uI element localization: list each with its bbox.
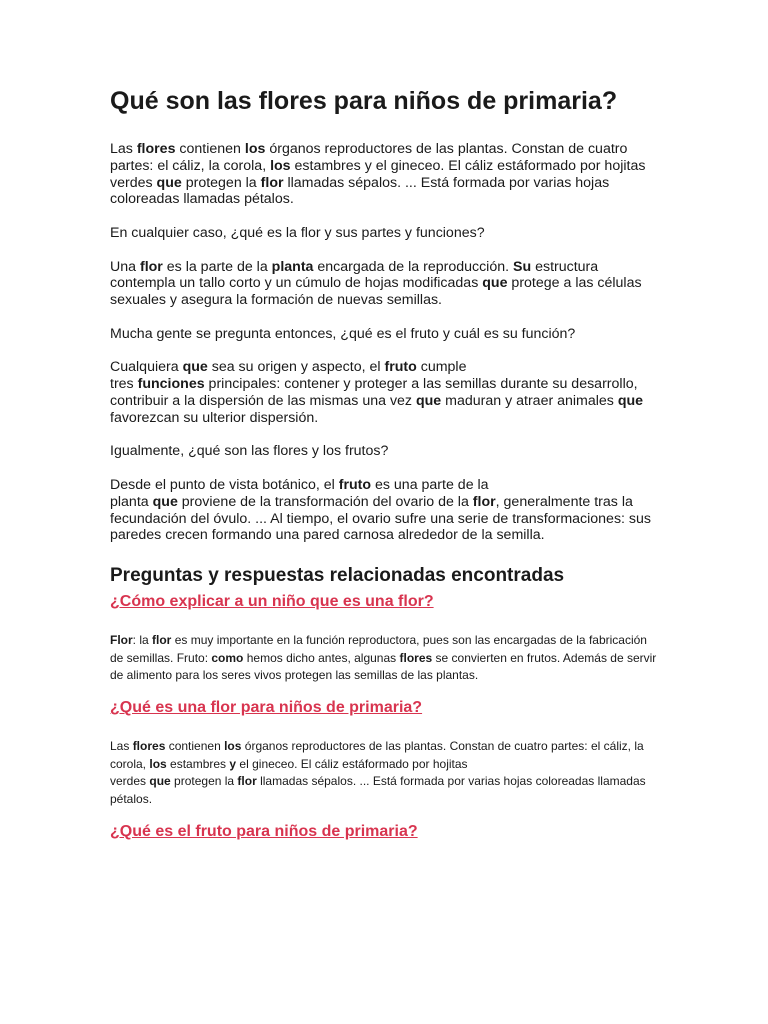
- related-answer-2: [110, 738, 658, 808]
- text-run: es la parte de la: [162, 258, 272, 275]
- text-run: sea su origen y aspecto, el: [207, 359, 385, 376]
- paragraph-fruit-functions: [110, 359, 658, 426]
- bold-keyword: flores: [132, 739, 166, 754]
- text-run: Igualmente, ¿qué son las flores y los frutos?: [110, 443, 389, 460]
- paragraph-flowers-fruits-question: [110, 443, 658, 460]
- bold-keyword: que: [482, 275, 508, 292]
- bold-keyword: y: [229, 756, 237, 771]
- bold-keyword: flor: [139, 258, 163, 275]
- text-run: Las: [110, 739, 133, 754]
- bold-keyword: que: [617, 392, 644, 409]
- bold-keyword: los: [224, 739, 242, 754]
- bold-keyword: los: [270, 157, 291, 174]
- text-run: contienen: [175, 141, 245, 157]
- bold-keyword: los: [244, 141, 266, 157]
- text-run: protege a las células sexuales y asegura la formación de nuevas semillas.: [110, 275, 642, 309]
- text-run: principales: contener y proteger a las semillas durante su desarrollo, contribuir a la dispersión de las mismas una vez: [110, 376, 638, 409]
- text-run: Desde el punto de vista botánico, el: [110, 476, 339, 493]
- text-run: estambres: [166, 756, 230, 771]
- text-run: , generalmente tras la fecundación del óvulo. ... Al tiempo, el ovario sufre una serie de transformaciones: sus paredes crecen formando una pared carnosa alrededor de la semilla.: [110, 493, 651, 544]
- bold-keyword: que: [152, 493, 178, 510]
- paragraph-flowers-definition: [110, 141, 658, 208]
- text-run: Mucha gente se pregunta entonces, ¿qué es el fruto y cuál es su función?: [110, 325, 576, 342]
- text-run: estructura contempla un tallo corto y un cúmulo de hojas modificadas: [110, 258, 599, 292]
- text-run: maduran y atraer animales: [441, 392, 618, 409]
- bold-keyword: que: [415, 392, 442, 409]
- bold-keyword: que: [156, 174, 182, 191]
- bold-keyword: fruto: [338, 476, 372, 493]
- text-run: es una parte de la: [371, 476, 489, 493]
- related-question-link-3[interactable]: ¿Qué es el fruto para niños de primaria?: [110, 822, 418, 840]
- bold-keyword: funciones: [137, 376, 205, 393]
- bold-keyword: flor: [152, 633, 172, 648]
- bold-keyword: Flor: [110, 633, 133, 648]
- text-run: llamadas sépalos. ... Está formada por varias hojas coloreadas llamadas pétalos.: [110, 774, 646, 806]
- text-run: Las: [110, 141, 137, 157]
- bold-keyword: fruto: [384, 359, 417, 376]
- text-run: Una: [110, 258, 140, 275]
- bold-keyword: planta: [271, 258, 314, 275]
- paragraph-fruit-question: [110, 326, 658, 343]
- document-page: [110, 86, 658, 862]
- text-run: protegen la: [170, 774, 238, 789]
- text-run: órganos reproductores de las plantas. Constan de cuatro partes: el cáliz, la corola,: [110, 739, 644, 771]
- related-question-link-2[interactable]: ¿Qué es una flor para niños de primaria?: [110, 699, 423, 717]
- text-run: el gineceo. El cáliz estáformado por hojitas: [236, 756, 468, 771]
- text-run: encargada de la reproducción.: [313, 258, 513, 275]
- bold-keyword: flor: [260, 174, 284, 191]
- text-run: Cualquiera: [110, 359, 183, 376]
- bold-keyword: flor: [237, 774, 257, 789]
- text-run: contienen: [165, 739, 225, 754]
- bold-keyword: que: [149, 774, 171, 789]
- bold-keyword: Su: [513, 258, 532, 275]
- bold-keyword: flor: [472, 493, 496, 510]
- text-run: favorezcan su ulterior dispersión.: [110, 409, 319, 426]
- text-run: llamadas sépalos. ... Está formada por varias hojas coloreadas llamadas pétalos.: [110, 174, 610, 208]
- text-run: En cualquier caso, ¿qué es la flor y sus partes y funciones?: [110, 224, 485, 241]
- text-run: proviene de la transformación del ovario de la: [177, 493, 473, 510]
- text-run: estambres y el gineceo. El cáliz estáformado por hojitas verdes: [110, 157, 646, 191]
- paragraph-flower-function: [110, 259, 658, 309]
- bold-keyword: como: [211, 650, 244, 665]
- text-run: órganos reproductores de las plantas. Constan de cuatro partes: el cáliz, la corola,: [110, 141, 628, 174]
- paragraph-fruit-botanical: [110, 477, 658, 544]
- paragraph-flower-parts-question: [110, 225, 658, 242]
- text-run: cumple: [416, 359, 467, 376]
- text-run: tres: [110, 376, 138, 393]
- text-run: : la: [132, 633, 153, 648]
- text-run: protegen la: [181, 174, 261, 191]
- bold-keyword: flores: [136, 141, 176, 157]
- related-answer-1: [110, 632, 658, 684]
- text-run: planta: [110, 493, 153, 510]
- related-questions-heading: Preguntas y respuestas relacionadas encontradas: [110, 565, 565, 587]
- related-question-link-1[interactable]: ¿Cómo explicar a un niño que es una flor?: [110, 593, 434, 611]
- bold-keyword: flores: [399, 650, 433, 665]
- page-title: Qué son las flores para niños de primaria?: [110, 87, 618, 115]
- text-run: se convierten en frutos. Además de servir de alimento para los seres vivos protegen las semillas de las plantas.: [110, 650, 657, 682]
- bold-keyword: los: [149, 756, 167, 771]
- text-run: hemos dicho antes, algunas: [243, 650, 400, 665]
- text-run: verdes: [110, 774, 150, 789]
- text-run: es muy importante en la función reproductora, pues son las encargadas de la fabricación de semillas. Fruto:: [110, 633, 647, 665]
- bold-keyword: que: [182, 359, 208, 376]
